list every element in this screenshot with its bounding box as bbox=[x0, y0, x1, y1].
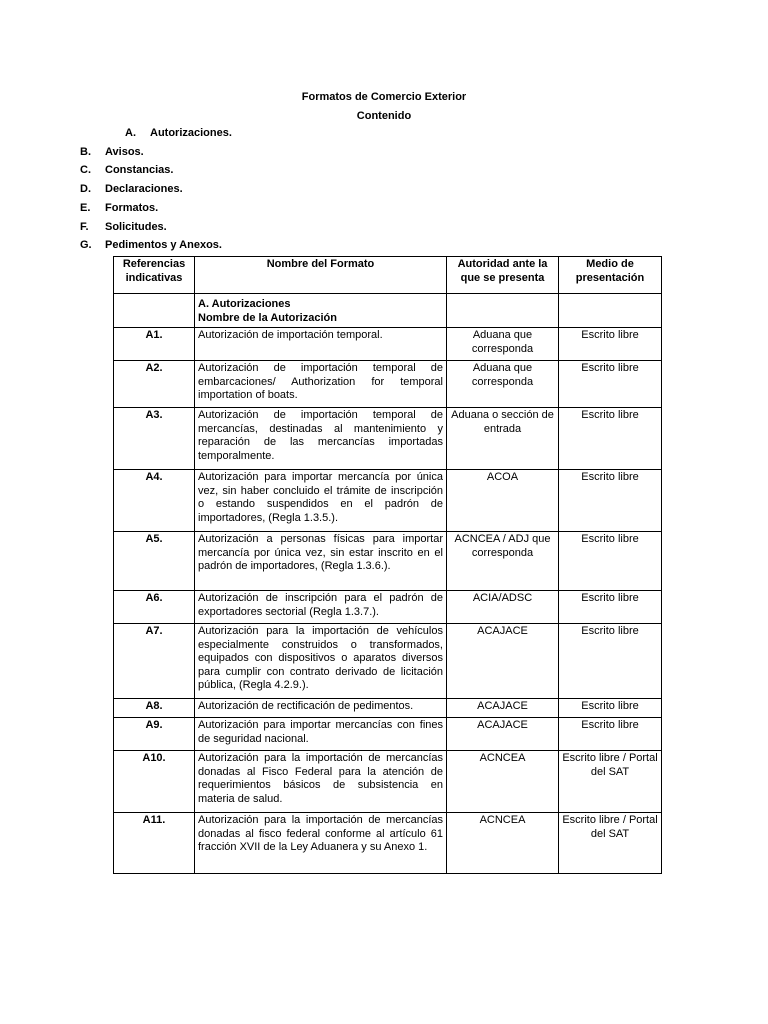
row-medium: Escrito libre bbox=[559, 591, 662, 624]
row-name: Autorización para la importación de mercancías donadas al Fisco Federal para la atención de requerimientos básicos de subsistencia en materia de salud. bbox=[195, 751, 447, 813]
row-name: Autorización a personas físicas para importar mercancía por única vez, sin estar inscrito en el padrón de importadores, (Regla 1.3.6.). bbox=[195, 532, 447, 591]
toc-item-e bbox=[80, 202, 158, 214]
row-medium: Escrito libre bbox=[559, 470, 662, 532]
document-title: Formatos de Comercio Exterior bbox=[301, 91, 467, 103]
row-ref: A10. bbox=[114, 751, 195, 813]
table-row bbox=[114, 361, 662, 408]
toc-item-f bbox=[80, 221, 167, 233]
row-authority: ACAJACE bbox=[447, 718, 559, 751]
row-ref: A5. bbox=[114, 532, 195, 591]
toc-label: Avisos. bbox=[105, 146, 144, 158]
row-ref: A2. bbox=[114, 361, 195, 408]
header-name: Nombre del Formato bbox=[195, 257, 447, 294]
toc-letter: G. bbox=[80, 239, 92, 251]
row-authority: ACOA bbox=[447, 470, 559, 532]
header-authority: Autoridad ante la que se presenta bbox=[447, 257, 559, 294]
table-row bbox=[114, 532, 662, 591]
row-ref: A9. bbox=[114, 718, 195, 751]
row-authority: Aduana o sección de entrada bbox=[447, 408, 559, 470]
toc-item-c bbox=[80, 164, 173, 176]
table-row bbox=[114, 591, 662, 624]
row-authority: ACNCEA / ADJ que corresponda bbox=[447, 532, 559, 591]
document-subtitle: Contenido bbox=[356, 110, 412, 122]
section-medium-cell bbox=[559, 294, 662, 328]
section-title: A. Autorizaciones bbox=[198, 298, 291, 310]
formats-table bbox=[113, 256, 662, 874]
row-name: Autorización para la importación de vehículos especialmente construidos o transformados, equipados con dispositivos o aparatos diversos para cumplir con contrato derivado de licitación pública, (Regla 4.2.9.). bbox=[195, 624, 447, 699]
toc-label: Declaraciones. bbox=[105, 183, 183, 195]
row-authority: ACAJACE bbox=[447, 699, 559, 718]
row-medium: Escrito libre / Portal del SAT bbox=[559, 751, 662, 813]
toc-letter: A. bbox=[125, 127, 136, 139]
toc-label: Pedimentos y Anexos. bbox=[105, 239, 222, 251]
toc-item-d bbox=[80, 183, 183, 195]
table-row bbox=[114, 624, 662, 699]
row-authority: ACNCEA bbox=[447, 751, 559, 813]
row-ref: A6. bbox=[114, 591, 195, 624]
row-ref: A1. bbox=[114, 328, 195, 361]
table-row bbox=[114, 328, 662, 361]
row-name: Autorización de importación temporal de embarcaciones/ Authorization for temporal importation of boats. bbox=[195, 361, 447, 408]
row-name: Autorización de inscripción para el padrón de exportadores sectorial (Regla 1.3.7.). bbox=[195, 591, 447, 624]
row-authority: Aduana que corresponda bbox=[447, 328, 559, 361]
header-medium: Medio de presentación bbox=[559, 257, 662, 294]
row-name: Autorización de importación temporal de mercancías, destinadas al mantenimiento y reparación de las mercancías importadas temporalmente. bbox=[195, 408, 447, 470]
row-ref: A8. bbox=[114, 699, 195, 718]
row-medium: Escrito libre bbox=[559, 328, 662, 361]
toc-label: Constancias. bbox=[105, 164, 174, 176]
table-row bbox=[114, 718, 662, 751]
row-medium: Escrito libre / Portal del SAT bbox=[559, 813, 662, 874]
row-medium: Escrito libre bbox=[559, 408, 662, 470]
toc-label: Formatos. bbox=[105, 202, 159, 214]
table-row bbox=[114, 751, 662, 813]
row-name: Autorización de importación temporal. bbox=[195, 328, 447, 361]
table-row bbox=[114, 470, 662, 532]
toc-letter: F. bbox=[80, 221, 89, 233]
row-ref: A4. bbox=[114, 470, 195, 532]
toc-letter: C. bbox=[80, 164, 91, 176]
toc-item-g bbox=[80, 239, 222, 251]
row-ref: A7. bbox=[114, 624, 195, 699]
row-authority: ACNCEA bbox=[447, 813, 559, 874]
section-ref-cell bbox=[114, 294, 195, 328]
row-medium: Escrito libre bbox=[559, 718, 662, 751]
row-name: Autorización para importar mercancías con fines de seguridad nacional. bbox=[195, 718, 447, 751]
toc-item-b bbox=[80, 146, 144, 158]
table-row bbox=[114, 408, 662, 470]
section-title-cell bbox=[195, 294, 447, 328]
section-subtitle: Nombre de la Autorización bbox=[198, 311, 337, 324]
table-row bbox=[114, 813, 662, 874]
toc-item-a bbox=[125, 127, 232, 139]
toc-letter: E. bbox=[80, 202, 91, 214]
row-medium: Escrito libre bbox=[559, 699, 662, 718]
table-header-row bbox=[114, 257, 662, 294]
row-medium: Escrito libre bbox=[559, 532, 662, 591]
row-name: Autorización de rectificación de pedimentos. bbox=[195, 699, 447, 718]
row-authority: Aduana que corresponda bbox=[447, 361, 559, 408]
row-name: Autorización para importar mercancía por única vez, sin haber concluido el trámite de inscripción o estando suspendidos en el padrón de importadores, (Regla 1.3.5.). bbox=[195, 470, 447, 532]
row-authority: ACIA/ADSC bbox=[447, 591, 559, 624]
section-row bbox=[114, 294, 662, 328]
header-ref: Referencias indicativas bbox=[114, 257, 195, 294]
row-medium: Escrito libre bbox=[559, 361, 662, 408]
toc-letter: B. bbox=[80, 146, 91, 158]
toc-letter: D. bbox=[80, 183, 91, 195]
row-ref: A11. bbox=[114, 813, 195, 874]
row-authority: ACAJACE bbox=[447, 624, 559, 699]
row-medium: Escrito libre bbox=[559, 624, 662, 699]
toc-label: Solicitudes. bbox=[105, 221, 167, 233]
row-ref: A3. bbox=[114, 408, 195, 470]
toc-label: Autorizaciones. bbox=[150, 127, 232, 139]
table-row bbox=[114, 699, 662, 718]
row-name: Autorización para la importación de mercancías donadas al fisco federal conforme al artículo 61 fracción XVII de la Ley Aduanera y su Anexo 1. bbox=[195, 813, 447, 874]
section-authority-cell bbox=[447, 294, 559, 328]
